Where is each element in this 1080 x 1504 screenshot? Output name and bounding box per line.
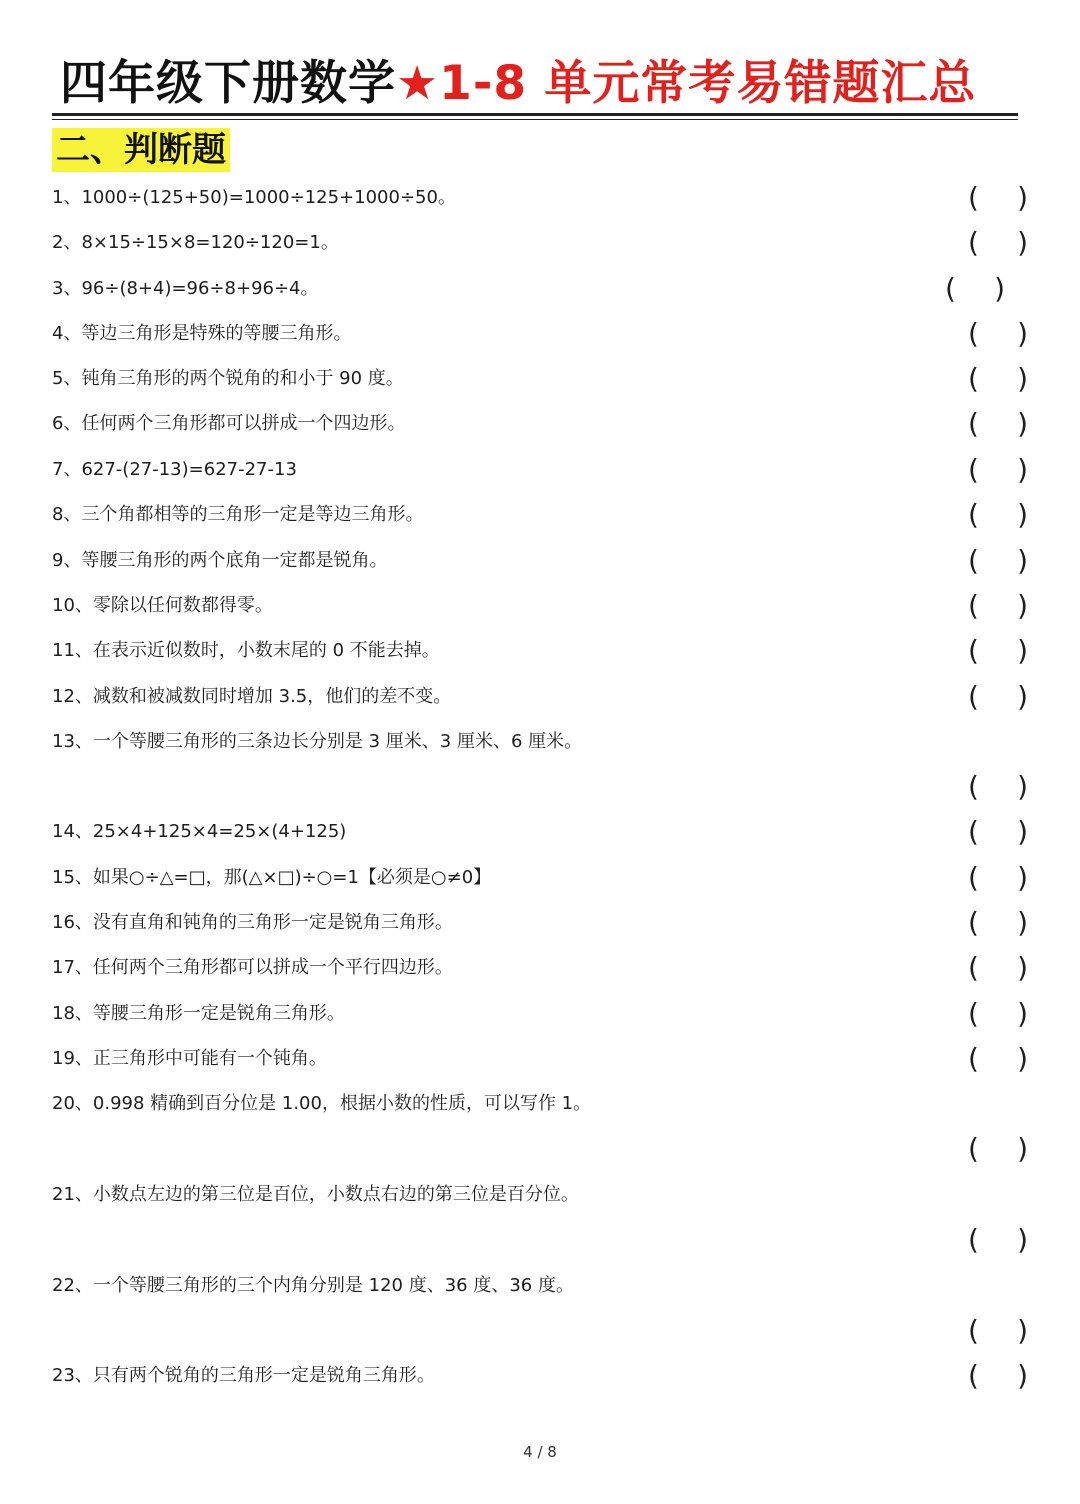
answer-blank-right-paren: ) — [1017, 498, 1028, 531]
answer-blank-left-paren: ( — [968, 1314, 979, 1347]
answer-blank-left-paren: ( — [945, 272, 956, 305]
question-text: 等边三角形是特殊的等腰三角形。 — [81, 323, 352, 344]
answer-blank-right-paren: ) — [1017, 680, 1028, 713]
answer-blank[interactable] — [968, 945, 1028, 990]
question-item — [52, 356, 1032, 401]
question-item — [52, 991, 1032, 1036]
answer-blank[interactable] — [968, 311, 1028, 356]
question-text: 在表示近似数时，小数末尾的 0 不能去掉。 — [92, 640, 440, 661]
question-text: 96÷(8+4)=96÷8+96÷4。 — [81, 278, 319, 299]
title-underline-thin — [52, 119, 1018, 120]
answer-blank-right-paren: ) — [1017, 906, 1028, 939]
answer-blank-right-paren: ) — [1017, 589, 1028, 622]
question-item — [52, 1036, 1032, 1081]
question-number: 22、 — [52, 1275, 93, 1296]
question-item — [52, 1353, 1032, 1398]
answer-blank-left-paren: ( — [968, 1132, 979, 1165]
answer-blank[interactable] — [968, 538, 1028, 583]
question-item — [52, 583, 1032, 628]
question-item — [52, 492, 1032, 537]
answer-blank-left-paren: ( — [968, 226, 979, 259]
answer-blank[interactable] — [968, 1308, 1028, 1353]
question-number: 8、 — [52, 504, 82, 525]
question-number: 23、 — [52, 1365, 93, 1386]
answer-blank-left-paren: ( — [968, 1042, 979, 1075]
answer-blank-right-paren: ) — [1017, 1359, 1028, 1392]
answer-blank-right-paren: ) — [1017, 453, 1028, 486]
question-number: 6、 — [52, 413, 82, 434]
answer-blank-left-paren: ( — [968, 861, 979, 894]
question-text: 一个等腰三角形的三个内角分别是 120 度、36 度、36 度。 — [92, 1275, 574, 1296]
answer-blank[interactable] — [968, 809, 1028, 854]
answer-blank-left-paren: ( — [968, 544, 979, 577]
question-text: 等腰三角形一定是锐角三角形。 — [92, 1003, 345, 1024]
question-number: 9、 — [52, 550, 82, 571]
title-text — [60, 52, 1020, 116]
answer-blank-left-paren: ( — [968, 634, 979, 667]
question-text: 任何两个三角形都可以拼成一个四边形。 — [81, 413, 406, 434]
answer-blank[interactable] — [968, 628, 1028, 673]
question-item — [52, 855, 1032, 900]
answer-blank-right-paren: ) — [1017, 997, 1028, 1030]
answer-blank-left-paren: ( — [968, 770, 979, 803]
answer-blank[interactable] — [968, 175, 1028, 220]
question-number: 13、 — [52, 731, 93, 752]
question-text: 没有直角和钝角的三角形一定是锐角三角形。 — [92, 912, 453, 933]
question-text: 任何两个三角形都可以拼成一个平行四边形。 — [92, 957, 453, 978]
answer-blank-left-paren: ( — [968, 589, 979, 622]
question-text: 只有两个锐角的三角形一定是锐角三角形。 — [92, 1365, 435, 1386]
answer-blank[interactable] — [968, 764, 1028, 809]
answer-blank-right-paren: ) — [1017, 407, 1028, 440]
answer-blank[interactable] — [968, 855, 1028, 900]
question-number: 7、 — [52, 459, 82, 480]
question-item — [52, 220, 1032, 265]
answer-blank-right-paren: ) — [1017, 317, 1028, 350]
question-number: 11、 — [52, 640, 93, 661]
answer-blank-left-paren: ( — [968, 317, 979, 350]
question-number: 12、 — [52, 686, 93, 707]
question-item — [52, 809, 1032, 854]
question-number: 17、 — [52, 957, 93, 978]
question-item — [52, 1263, 1032, 1308]
question-item — [52, 266, 1032, 311]
question-item — [52, 311, 1032, 356]
answer-blank-right-paren: ) — [1017, 181, 1028, 214]
question-number: 19、 — [52, 1048, 93, 1069]
question-number: 1、 — [52, 187, 82, 208]
answer-blank-right-paren: ) — [1017, 362, 1028, 395]
answer-blank-right-paren: ) — [1017, 861, 1028, 894]
answer-blank-right-paren: ) — [994, 272, 1005, 305]
question-text: 等腰三角形的两个底角一定都是锐角。 — [81, 550, 388, 571]
answer-blank[interactable] — [968, 991, 1028, 1036]
question-text: 正三角形中可能有一个钝角。 — [92, 1048, 327, 1069]
question-text: 零除以任何数都得零。 — [92, 595, 273, 616]
answer-blank[interactable] — [968, 1126, 1028, 1171]
question-item — [52, 1081, 1032, 1126]
question-number: 21、 — [52, 1184, 93, 1205]
answer-blank[interactable] — [968, 220, 1028, 265]
answer-blank[interactable] — [968, 447, 1028, 492]
question-number: 4、 — [52, 323, 82, 344]
question-text: 8×15÷15×8=120÷120=1。 — [81, 232, 339, 253]
question-text: 1000÷(125+50)=1000÷125+1000÷50。 — [81, 187, 456, 208]
question-number: 15、 — [52, 867, 93, 888]
question-item — [52, 674, 1032, 719]
question-text: 627-(27-13)=627-27-13 — [81, 459, 297, 480]
answer-blank[interactable] — [968, 492, 1028, 537]
question-text: 小数点左边的第三位是百位，小数点右边的第三位是百分位。 — [92, 1184, 579, 1205]
question-text: 如果○÷△=□，那(△×□)÷○=1【必须是○≠0】 — [92, 867, 492, 888]
answer-blank-left-paren: ( — [968, 407, 979, 440]
answer-blank[interactable] — [968, 674, 1028, 719]
answer-blank-right-paren: ) — [1017, 815, 1028, 848]
question-number: 18、 — [52, 1003, 93, 1024]
answer-blank[interactable] — [968, 1217, 1028, 1262]
question-item — [52, 900, 1032, 945]
answer-blank-right-paren: ) — [1017, 634, 1028, 667]
question-number: 5、 — [52, 368, 82, 389]
answer-blank[interactable] — [968, 583, 1028, 628]
page-indicator: 4 / 8 — [523, 1443, 557, 1461]
question-item — [52, 447, 1032, 492]
answer-blank[interactable] — [945, 266, 1005, 311]
answer-blank-right-paren: ) — [1017, 951, 1028, 984]
question-text: 0.998 精确到百分位是 1.00，根据小数的性质，可以写作 1。 — [92, 1093, 592, 1114]
question-number: 3、 — [52, 278, 82, 299]
answer-blank[interactable] — [968, 356, 1028, 401]
answer-blank-right-paren: ) — [1017, 1132, 1028, 1165]
question-item — [52, 175, 1032, 220]
answer-blank-right-paren: ) — [1017, 226, 1028, 259]
title-part1: 四年级下册数学 — [60, 56, 396, 111]
question-number: 16、 — [52, 912, 93, 933]
answer-blank-right-paren: ) — [1017, 1223, 1028, 1256]
answer-blank-left-paren: ( — [968, 181, 979, 214]
answer-blank-right-paren: ) — [1017, 1314, 1028, 1347]
question-text: 钝角三角形的两个锐角的和小于 90 度。 — [81, 368, 404, 389]
answer-blank-left-paren: ( — [968, 815, 979, 848]
question-item — [52, 945, 1032, 990]
star-icon: ★ — [396, 56, 440, 111]
answer-blank-left-paren: ( — [968, 997, 979, 1030]
answer-blank[interactable] — [968, 1036, 1028, 1081]
answer-blank[interactable] — [968, 401, 1028, 446]
question-number: 14、 — [52, 821, 93, 842]
answer-blank-left-paren: ( — [968, 951, 979, 984]
question-item — [52, 719, 1032, 764]
answer-blank[interactable] — [968, 900, 1028, 945]
question-item — [52, 538, 1032, 583]
answer-blank-left-paren: ( — [968, 498, 979, 531]
answer-blank-left-paren: ( — [968, 453, 979, 486]
question-item — [52, 1172, 1032, 1217]
question-number: 20、 — [52, 1093, 93, 1114]
question-text: 一个等腰三角形的三条边长分别是 3 厘米、3 厘米、6 厘米。 — [92, 731, 583, 752]
question-text: 减数和被减数同时增加 3.5，他们的差不变。 — [92, 686, 452, 707]
question-number: 10、 — [52, 595, 93, 616]
answer-blank[interactable] — [968, 1353, 1028, 1398]
answer-blank-right-paren: ) — [1017, 544, 1028, 577]
title-part2: 1-8 单元常考易错题汇总 — [439, 56, 977, 111]
answer-blank-left-paren: ( — [968, 906, 979, 939]
question-text: 25×4+125×4=25×(4+125) — [92, 821, 347, 842]
answer-blank-right-paren: ) — [1017, 770, 1028, 803]
question-text: 三个角都相等的三角形一定是等边三角形。 — [81, 504, 424, 525]
question-item — [52, 401, 1032, 446]
title-underline-thick — [52, 113, 1018, 116]
question-number: 2、 — [52, 232, 82, 253]
section-heading: 二、判断题 — [52, 128, 230, 172]
answer-blank-left-paren: ( — [968, 362, 979, 395]
answer-blank-left-paren: ( — [968, 1223, 979, 1256]
answer-blank-left-paren: ( — [968, 680, 979, 713]
answer-blank-right-paren: ) — [1017, 1042, 1028, 1075]
question-item — [52, 628, 1032, 673]
answer-blank-left-paren: ( — [968, 1359, 979, 1392]
